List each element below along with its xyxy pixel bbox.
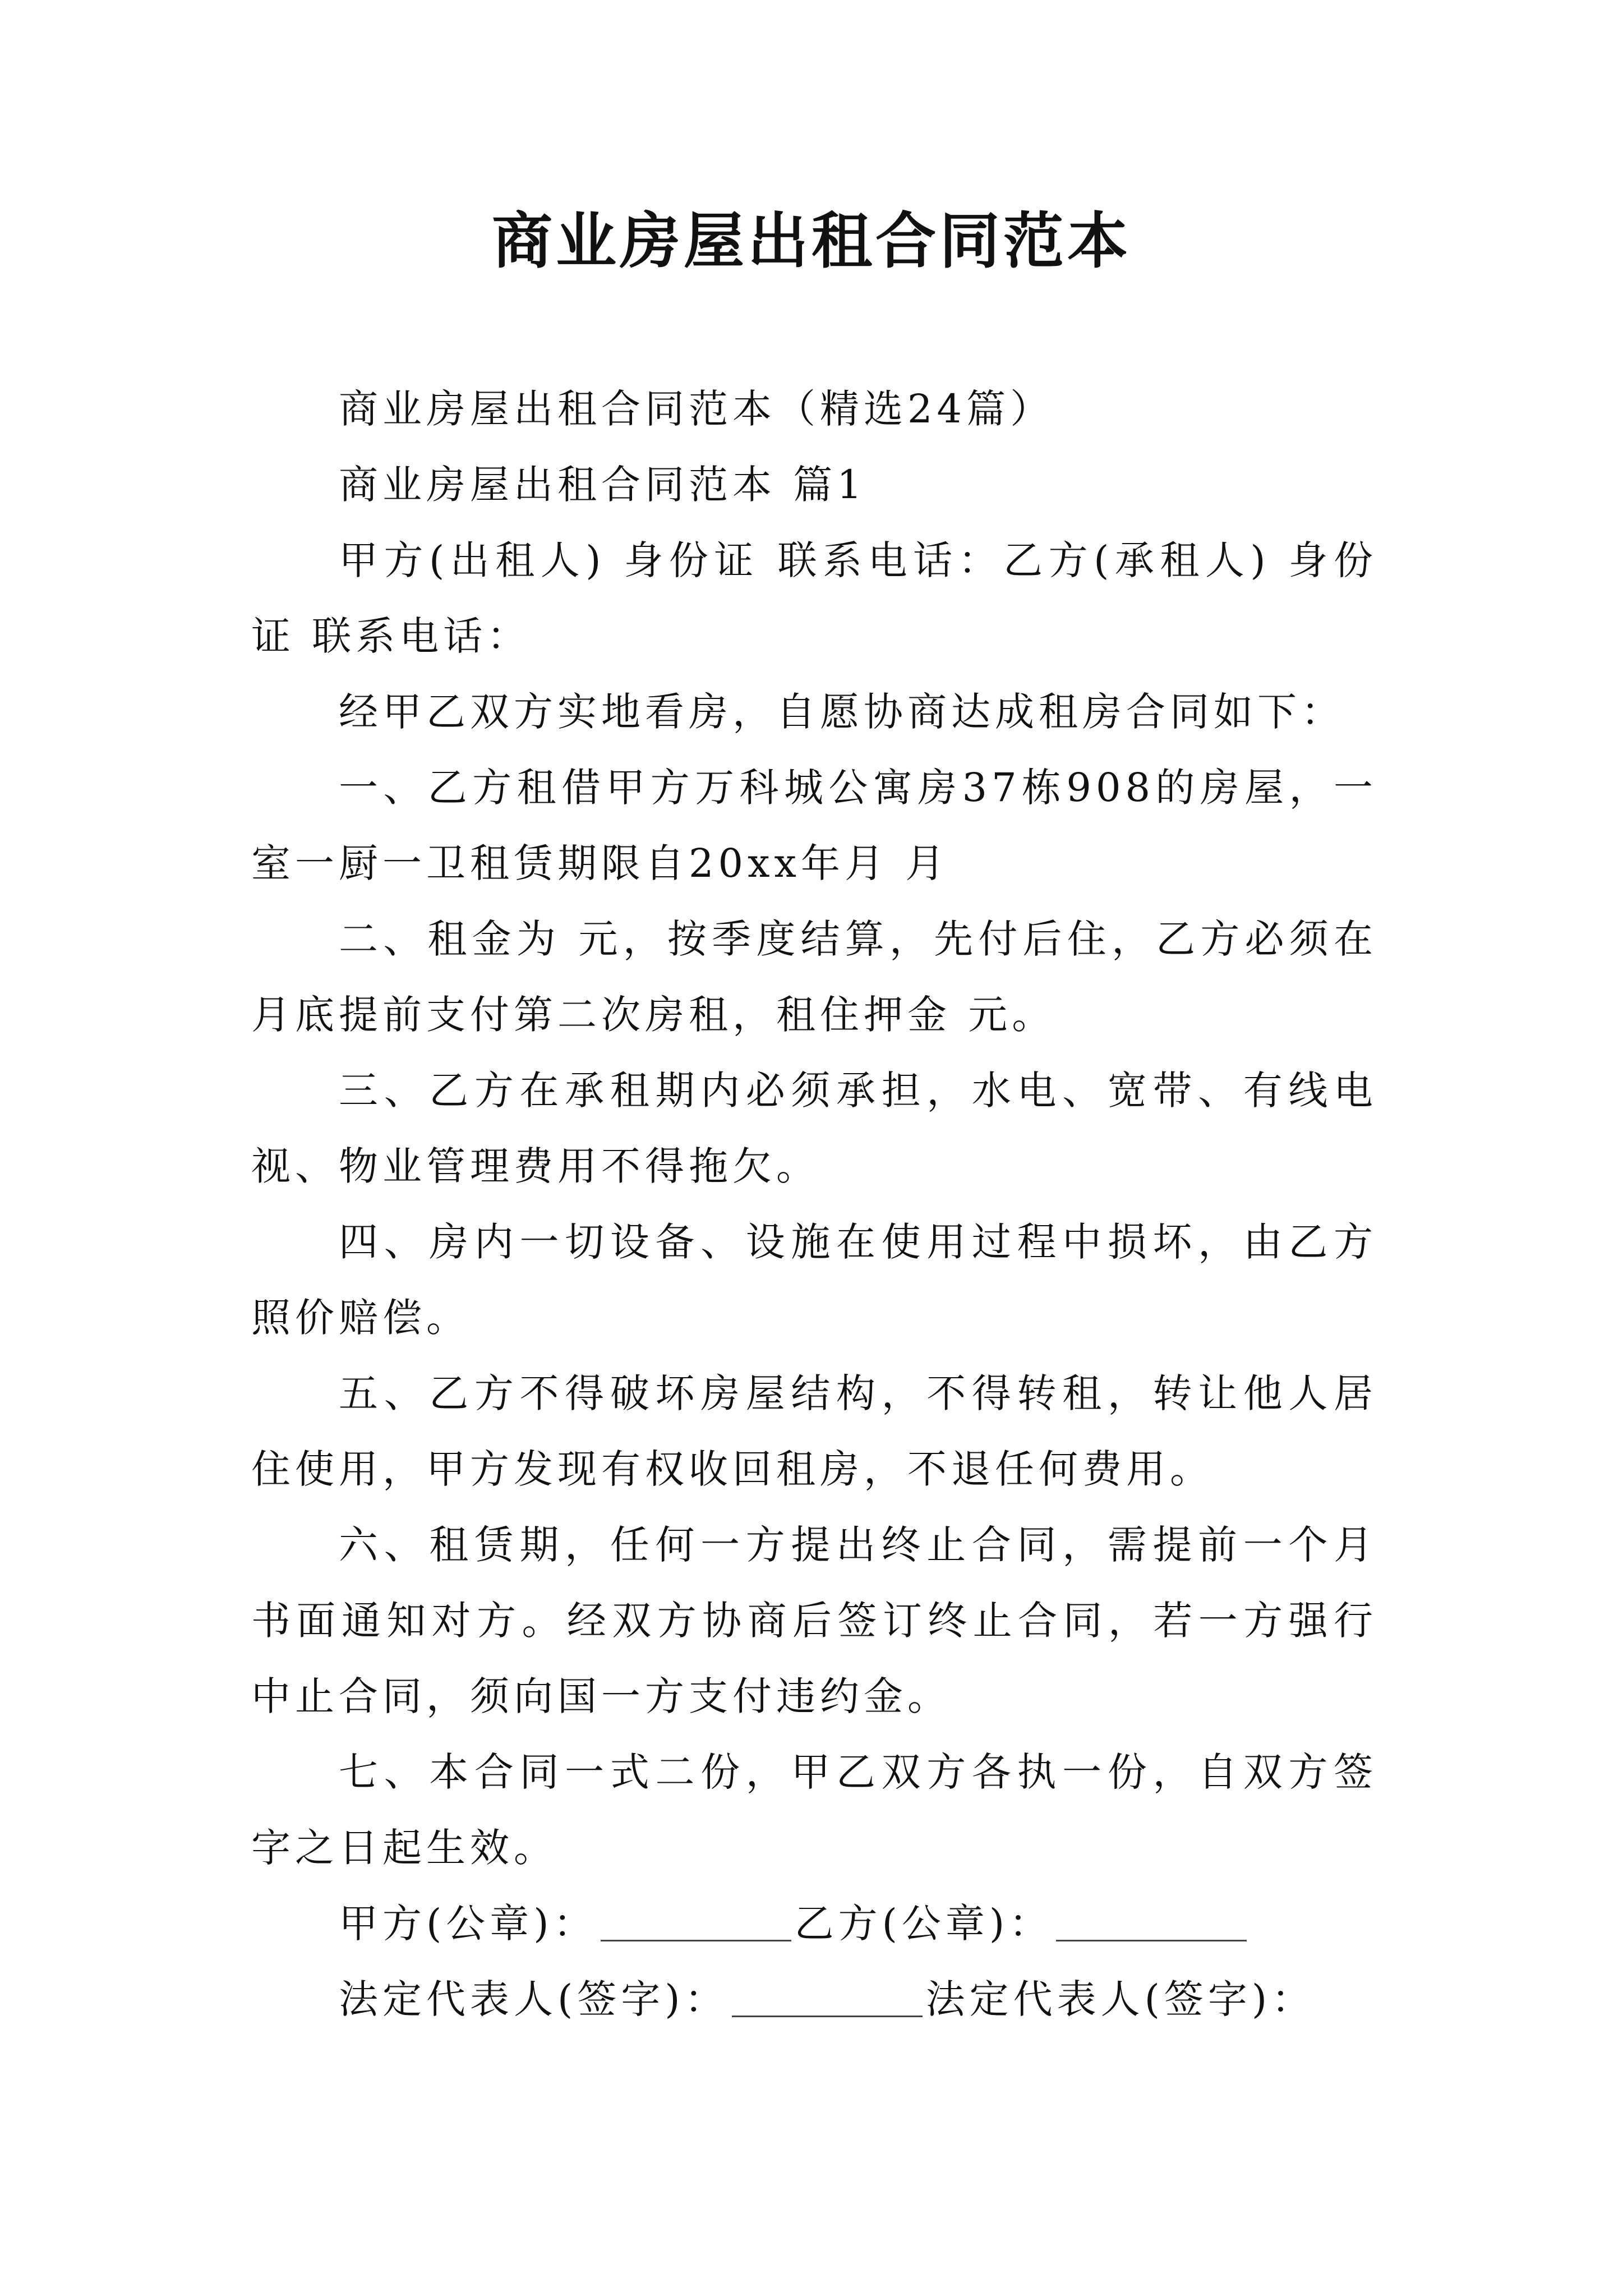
representative-signature-row: [251, 1962, 1377, 2037]
rep-a-blank: [732, 1976, 923, 2017]
clause-7: 七、本合同一式二份，甲乙双方各执一份，自双方签字之日起生效。: [251, 1749, 1377, 1871]
rep-b-label: 法定代表人(签字)：: [925, 1976, 1316, 2022]
document-title: 商业房屋出租合同范本: [491, 206, 1131, 277]
clause-3: 三、乙方在承租期内必须承担，水电、宽带、有线电视、物业管理费用不得拖欠。: [251, 1068, 1377, 1189]
clause-2: 二、租金为 元，按季度结算，先付后住，乙方必须在月底提前支付第二次房租，租住押金 元。: [251, 916, 1377, 1038]
paragraph-parties: 甲方(出租人) 身份证 联系电话：乙方(承租人) 身份证 联系电话：: [251, 537, 1377, 659]
document-body: [251, 371, 1377, 2037]
clause-6: 六、租赁期，任何一方提出终止合同，需提前一个月书面通知对方。经双方协商后签订终止合同，若一方强行中止合同，须向国一方支付违约金。: [251, 1522, 1377, 1719]
section-heading: 商业房屋出租合同范本 篇1: [339, 462, 866, 508]
clause-5: 五、乙方不得破坏房屋结构，不得转租，转让他人居住使用，甲方发现有权收回租房，不退任何费用。: [251, 1370, 1377, 1492]
party-a-seal-blank: [601, 1901, 791, 1941]
party-a-seal-label: 甲方(公章)：: [339, 1901, 597, 1947]
document-subtitle: 商业房屋出租合同范本（精选24篇）: [339, 386, 1054, 432]
paragraph-intro: 经甲乙双方实地看房，自愿协商达成租房合同如下：: [339, 689, 1345, 735]
party-b-seal-blank: [1056, 1901, 1247, 1941]
seal-signature-row: [251, 1886, 1377, 1962]
party-b-seal-label: 乙方(公章)：: [794, 1901, 1053, 1947]
clause-1: 一、乙方租借甲方万科城公寓房37栋908的房屋，一室一厨一卫租赁期限自20xx年月 月: [251, 765, 1377, 886]
clause-4: 四、房内一切设备、设施在使用过程中损坏，由乙方照价赔偿。: [251, 1219, 1377, 1341]
rep-a-label: 法定代表人(签字)：: [339, 1976, 728, 2022]
